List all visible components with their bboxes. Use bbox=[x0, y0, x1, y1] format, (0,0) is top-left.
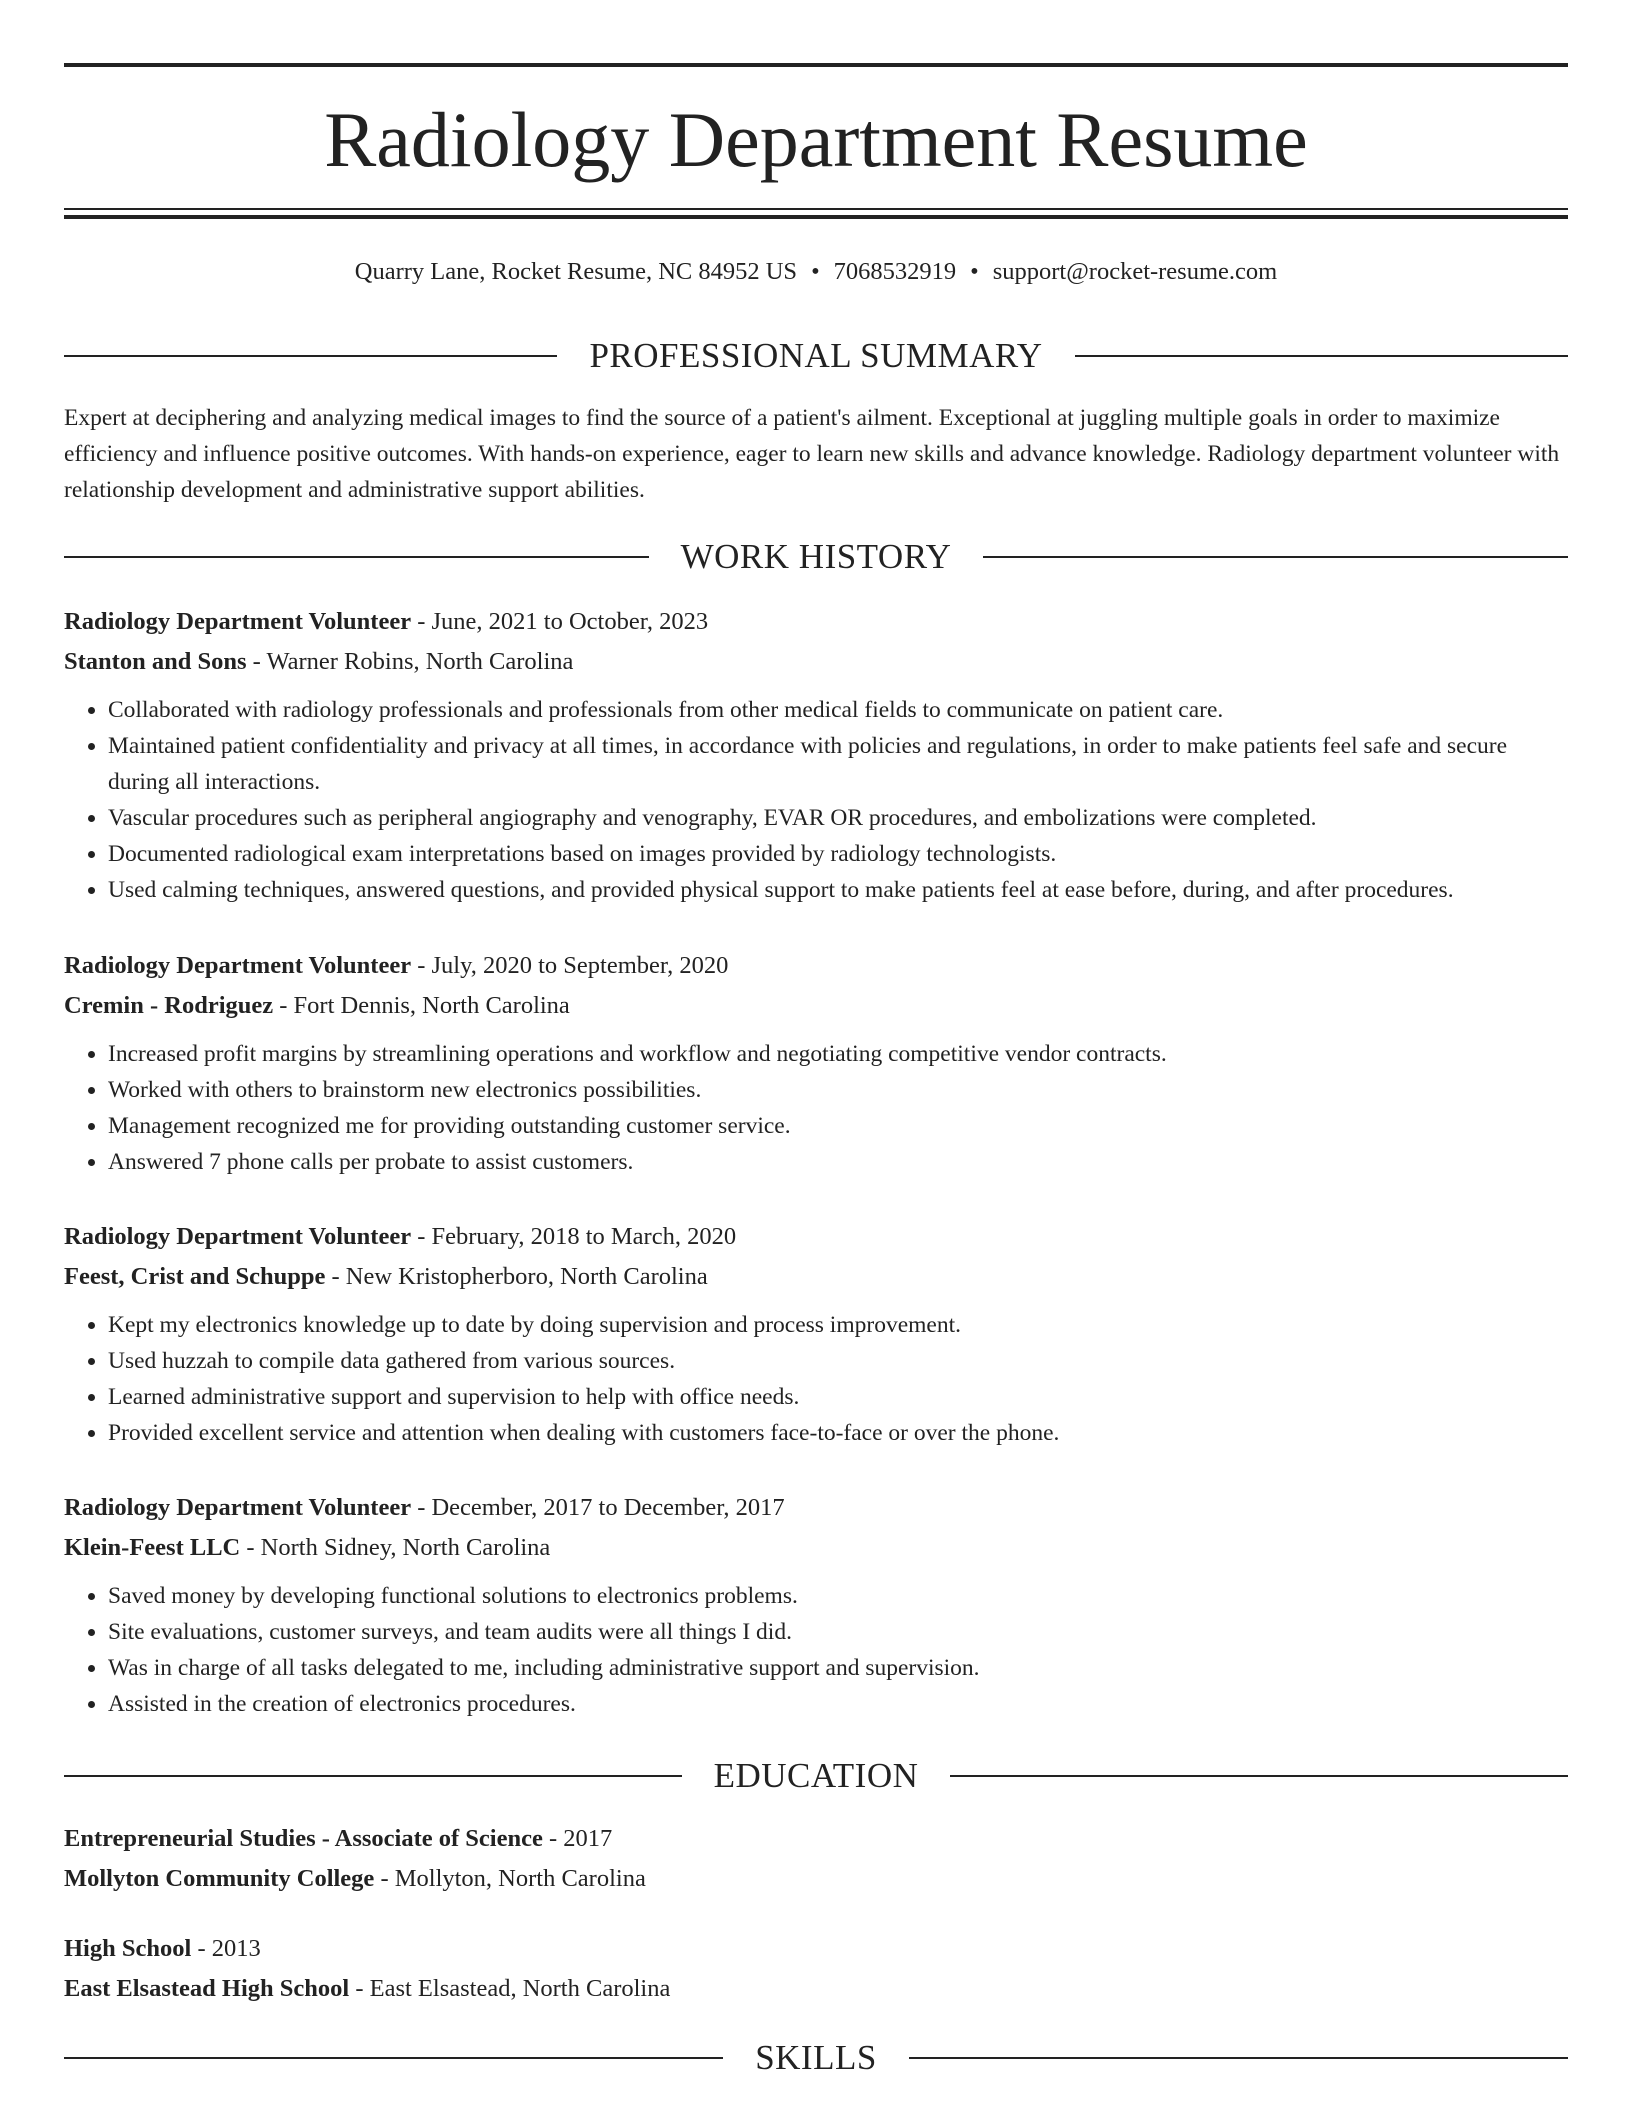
school-row bbox=[64, 1859, 1568, 1899]
job-title-row bbox=[64, 602, 1568, 642]
job-title: Radiology Department Volunteer bbox=[64, 1223, 412, 1250]
section-header-education bbox=[64, 1754, 1568, 1798]
section-header-skills bbox=[64, 2036, 1568, 2080]
education-entry bbox=[64, 1929, 1568, 2009]
page-title: Radiology Department Resume bbox=[324, 96, 1308, 183]
section-rule bbox=[64, 355, 557, 357]
job-dates: - July, 2020 to September, 2020 bbox=[411, 952, 729, 979]
job-location: - Fort Dennis, North Carolina bbox=[273, 992, 570, 1019]
job-location: - North Sidney, North Carolina bbox=[240, 1534, 551, 1561]
job-title: Radiology Department Volunteer bbox=[64, 608, 412, 635]
job-bullets bbox=[64, 1578, 1568, 1722]
job-company-row bbox=[64, 1528, 1568, 1568]
job-bullet: • Used huzzah to compile data gathered from various sources. bbox=[108, 1343, 1568, 1379]
section-rule bbox=[1075, 355, 1568, 357]
degree-row bbox=[64, 1819, 1568, 1859]
job-bullet: • Saved money by developing functional solutions to electronics problems. bbox=[108, 1578, 1568, 1614]
job-company-row bbox=[64, 986, 1568, 1026]
job-bullet: • Assisted in the creation of electronics procedures. bbox=[108, 1686, 1568, 1722]
job-bullet: • Site evaluations, customer surveys, and team audits were all things I did. bbox=[108, 1614, 1568, 1650]
degree-row bbox=[64, 1929, 1568, 1969]
job-title-row bbox=[64, 1488, 1568, 1528]
job-bullet: • Learned administrative support and supervision to help with office needs. bbox=[108, 1379, 1568, 1415]
section-header-summary bbox=[64, 334, 1568, 378]
degree-year: - 2017 bbox=[542, 1825, 613, 1852]
job-entry bbox=[64, 1488, 1568, 1722]
job-bullet: • Increased profit margins by streamlining operations and workflow and negotiating competitive vendor contracts. bbox=[108, 1036, 1568, 1072]
contact-separator: • bbox=[970, 258, 979, 285]
degree: Entrepreneurial Studies - Associate of Science bbox=[64, 1825, 543, 1852]
job-bullet: • Answered 7 phone calls per probate to assist customers. bbox=[108, 1144, 1568, 1180]
double-rule bbox=[64, 208, 1568, 219]
section-header-work bbox=[64, 535, 1568, 579]
job-company-row bbox=[64, 1257, 1568, 1297]
job-dates: - December, 2017 to December, 2017 bbox=[411, 1494, 785, 1521]
school-location: - Mollyton, North Carolina bbox=[374, 1865, 646, 1892]
job-bullet: • Management recognized me for providing outstanding customer service. bbox=[108, 1108, 1568, 1144]
section-title-summary: PROFESSIONAL SUMMARY bbox=[589, 336, 1043, 375]
section-rule bbox=[983, 556, 1568, 558]
education-entry bbox=[64, 1819, 1568, 1899]
job-dates: - June, 2021 to October, 2023 bbox=[411, 608, 709, 635]
section-rule bbox=[64, 1775, 682, 1777]
section-title-skills: SKILLS bbox=[755, 2038, 877, 2077]
job-company-row bbox=[64, 642, 1568, 682]
job-location: - Warner Robins, North Carolina bbox=[246, 648, 574, 675]
job-bullet: • Provided excellent service and attention when dealing with customers face-to-face or over the phone. bbox=[108, 1415, 1568, 1451]
job-bullet: • Was in charge of all tasks delegated to me, including administrative support and supervision. bbox=[108, 1650, 1568, 1686]
job-bullet: • Collaborated with radiology professionals and professionals from other medical fields to communicate on patient care. bbox=[108, 692, 1568, 728]
job-company: Stanton and Sons bbox=[64, 648, 247, 675]
job-entry bbox=[64, 946, 1568, 1180]
job-title-row bbox=[64, 946, 1568, 986]
job-entry bbox=[64, 1217, 1568, 1451]
contact-separator: • bbox=[811, 258, 820, 285]
job-bullets bbox=[64, 1036, 1568, 1180]
job-dates: - February, 2018 to March, 2020 bbox=[411, 1223, 737, 1250]
job-entry bbox=[64, 602, 1568, 908]
job-bullet: • Kept my electronics knowledge up to date by doing supervision and process improvement. bbox=[108, 1307, 1568, 1343]
job-bullet: • Worked with others to brainstorm new electronics possibilities. bbox=[108, 1072, 1568, 1108]
section-title-work: WORK HISTORY bbox=[680, 537, 952, 576]
summary-text: Expert at deciphering and analyzing medical images to find the source of a patient's ailment. Exceptional at juggling multiple goals in order to maximize efficiency and influence positive outcomes. With hands-on experience, eager to learn new skills and advance knowledge. Radiology department volunteer with relationship development and administrative support abilities. bbox=[64, 405, 1560, 503]
section-rule bbox=[950, 1775, 1568, 1777]
job-company: Feest, Crist and Schuppe bbox=[64, 1263, 326, 1290]
school: East Elsastead High School bbox=[64, 1975, 350, 2002]
contact-line bbox=[64, 254, 1568, 290]
job-bullet: • Documented radiological exam interpretations based on images provided by radiology technologists. bbox=[108, 836, 1568, 872]
job-company: Cremin - Rodriguez bbox=[64, 992, 274, 1019]
degree-year: - 2013 bbox=[191, 1935, 261, 1962]
school-location: - East Elsastead, North Carolina bbox=[349, 1975, 671, 2002]
section-rule bbox=[64, 2057, 723, 2059]
school-row bbox=[64, 1969, 1568, 2009]
job-bullets bbox=[64, 1307, 1568, 1451]
job-bullet: • Used calming techniques, answered questions, and provided physical support to make patients feel at ease before, during, and after procedures. bbox=[108, 872, 1568, 908]
top-rule bbox=[64, 63, 1568, 67]
job-company: Klein-Feest LLC bbox=[64, 1534, 241, 1561]
degree: High School bbox=[64, 1935, 192, 1962]
section-rule bbox=[64, 556, 649, 558]
job-title: Radiology Department Volunteer bbox=[64, 952, 412, 979]
school: Mollyton Community College bbox=[64, 1865, 375, 1892]
job-title-row bbox=[64, 1217, 1568, 1257]
job-bullet: • Maintained patient confidentiality and privacy at all times, in accordance with policies and regulations, in order to make patients feel safe and secure during all interactions. bbox=[108, 728, 1568, 800]
contact-phone: 7068532919 bbox=[833, 258, 957, 285]
job-location: - New Kristopherboro, North Carolina bbox=[325, 1263, 708, 1290]
section-title-education: EDUCATION bbox=[713, 1756, 919, 1795]
job-bullet: • Vascular procedures such as peripheral angiography and venography, EVAR OR procedures, and embolizations were completed. bbox=[108, 800, 1568, 836]
section-rule bbox=[909, 2057, 1568, 2059]
contact-email: support@rocket-resume.com bbox=[992, 258, 1278, 285]
job-title: Radiology Department Volunteer bbox=[64, 1494, 412, 1521]
contact-address: Quarry Lane, Rocket Resume, NC 84952 US bbox=[354, 258, 798, 285]
job-bullets bbox=[64, 692, 1568, 908]
